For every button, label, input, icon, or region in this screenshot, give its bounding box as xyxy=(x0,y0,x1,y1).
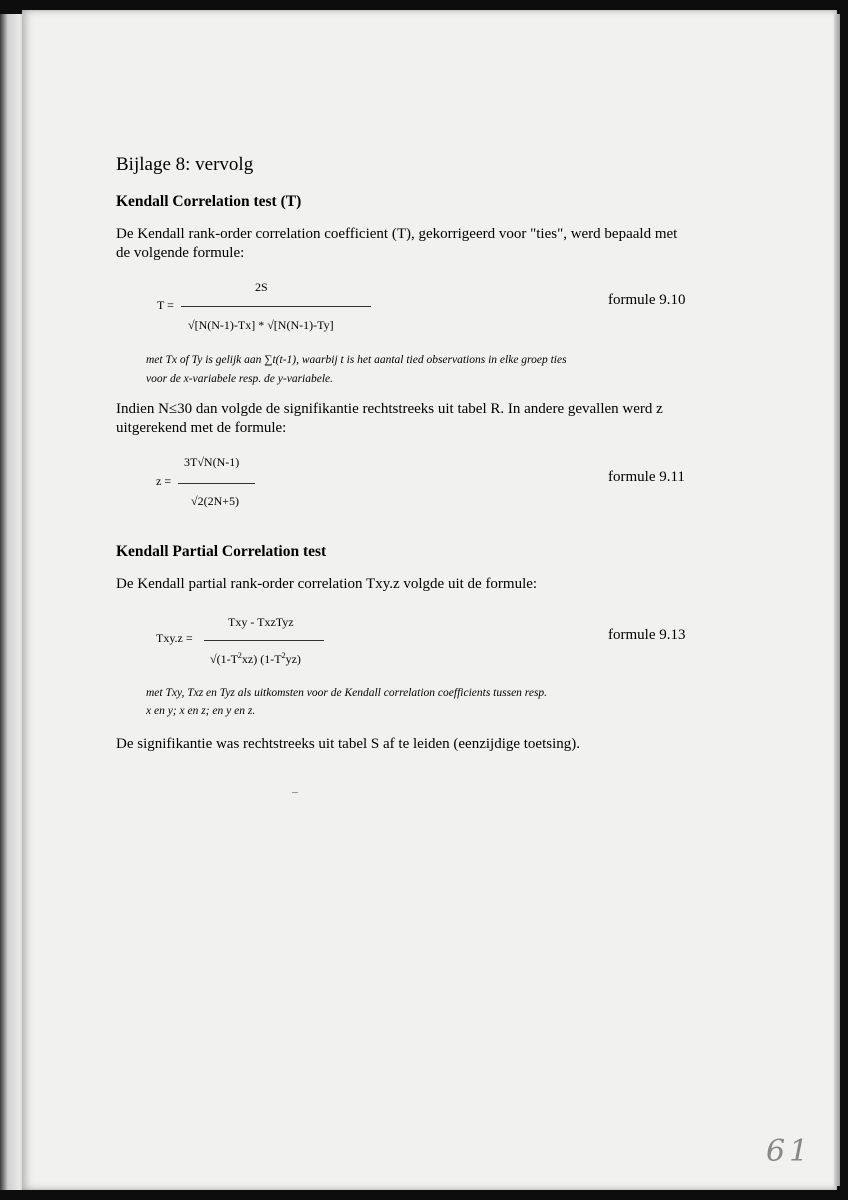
conclusion-text: De signifikantie was rechtstreeks uit tabel S af te leiden (eenzijdige toetsing). xyxy=(116,736,581,752)
kendall-intro-line-2: de volgende formule: xyxy=(116,245,245,261)
ties-note-line-2: voor de x-variabele resp. de y-variabele. xyxy=(146,373,334,385)
formula-9-13-numerator: Txy - TxzTyz xyxy=(228,615,294,629)
handwritten-page-number: 61 xyxy=(766,1134,813,1169)
formula-9-13-label: formule 9.13 xyxy=(608,627,686,643)
partial-note-line-1: met Txy, Txz en Tyz als uitkomsten voor de Kendall correlation coefficients tussen resp. xyxy=(146,687,548,699)
formula-9-10-lhs: T = xyxy=(157,298,174,312)
formula-9-11-denominator: √2(2N+5) xyxy=(191,494,240,508)
page-edge-shadow xyxy=(834,14,840,1186)
formula-9-10-numerator: 2S xyxy=(255,280,268,294)
formula-9-11-lhs: z = xyxy=(156,474,172,488)
formula-9-10-label: formule 9.10 xyxy=(608,292,686,308)
significance-para-line-2: uitgerekend met de formule: xyxy=(116,420,287,436)
formula-9-13-fraction-bar xyxy=(204,640,324,641)
significance-para-line-1: Indien N≤30 dan volgde de signifikantie rechtstreeks uit tabel R. In andere gevallen werd z xyxy=(116,401,663,417)
appendix-heading: Bijlage 8: vervolg xyxy=(116,154,254,175)
paper-speck xyxy=(292,792,298,793)
formula-9-11-fraction-bar xyxy=(178,483,255,484)
formula-9-13-lhs: Txy.z = xyxy=(156,631,193,645)
formula-9-13-denominator: $√(1-T^2xz)$ $(1-T^2yz)$ xyxy=(210,651,301,666)
ties-note-line-1: met Tx of Ty is gelijk aan ∑t(t-1), waarbij t is het aantal tied observations in elke groep ties xyxy=(146,354,567,366)
partial-note-line-2: x en y; x en z; en y en z. xyxy=(146,705,256,717)
kendall-section-title: Kendall Correlation test (T) xyxy=(116,193,302,210)
formula-9-11-label: formule 9.11 xyxy=(608,469,685,485)
formula-9-11-numerator: 3T√N(N-1) xyxy=(184,455,240,469)
document-page xyxy=(22,10,837,1190)
kendall-intro-line-1: De Kendall rank-order correlation coefficient (T), gekorrigeerd voor "ties", werd bepaald met xyxy=(116,226,678,242)
partial-section-title: Kendall Partial Correlation test xyxy=(116,543,327,560)
partial-intro: De Kendall partial rank-order correlation Txy.z volgde uit de formule: xyxy=(116,576,538,592)
formula-9-10-denominator: √[N(N-1)-Tx] * √[N(N-1)-Ty] xyxy=(188,318,334,332)
formula-9-10-fraction-bar xyxy=(181,306,371,307)
